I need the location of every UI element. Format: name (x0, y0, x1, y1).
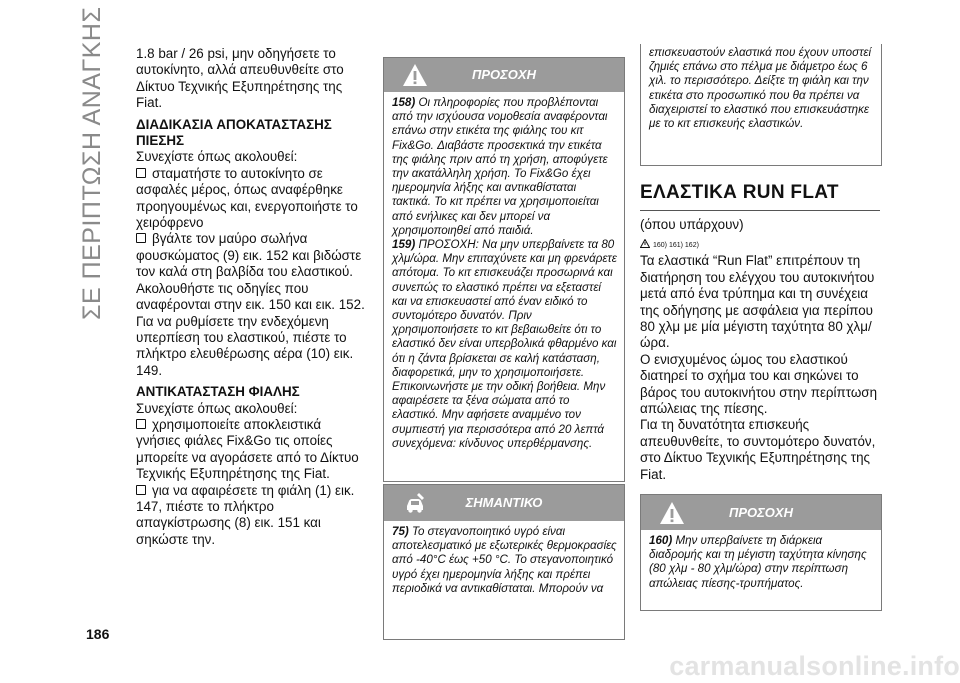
checkbox-bullet-icon (136, 233, 146, 243)
warning-box-header (384, 58, 624, 92)
list-item (136, 417, 368, 483)
note-75 (392, 525, 618, 596)
warning-box-header (641, 495, 881, 530)
section-heading: ΑΝΤΙΚΑΤΑΣΤΑΣΗ ΦΙΑΛΗΣ (136, 384, 300, 400)
note-160 (649, 534, 875, 591)
note-number: 75) (392, 525, 409, 538)
reference-numbers: 160) 161) 162) (653, 242, 699, 250)
note-number: 159) (392, 238, 416, 252)
watermark: carmanualsonline.info (300, 652, 960, 680)
warning-box (383, 57, 625, 482)
warning-box-body (641, 530, 881, 595)
warning-box-title: ΠΡΟΣΟΧΗ (472, 67, 536, 82)
warning-triangle-icon (659, 500, 685, 526)
section-heading: ΔΙΑΔΙΚΑΣΙΑ ΑΠΟΚΑΤΑΣΤΑΣΗΣ ΠΙΕΣΗΣ (136, 116, 332, 149)
car-service-icon (402, 490, 428, 516)
list-item (136, 483, 368, 549)
list-item-text: βγάλτε τον μαύρο σωλήνα φουσκώματος (9) εικ. 152 και βιδώστε τον καλά στη βαλβίδα του ελαστικού. Ακολουθήστε τις οδηγίες που αναφέρονται στην εικ. 150 και εικ. 152. (136, 231, 365, 313)
warning-box-title: ΠΡΟΣΟΧΗ (729, 505, 793, 520)
column-left (136, 46, 368, 548)
warning-box-body (384, 92, 624, 455)
note-text: Οι πληροφορίες που προβλέπονται από την ισχύουσα νομοθεσία αναφέρονται επάνω στην ετικέτα της φιάλης του κιτ Fix&Go. Διαβάστε προσεκτικά την ετικέτα της φιάλης πριν από τη χρήση, αποφύγετε την ακατάλληλη χρήση. Το Fix&Go έχει ημερομηνία λήξης και αντικαθίσταται τακτικά. Το κιτ πρέπει να χρησιμοποιείται από ενήλικες και δεν μπορεί να χρησιμοποιηθεί από παιδιά. (392, 96, 608, 237)
paragraph: Για να ρυθμίσετε την ενδεχόμενη υπερπίεση του ελαστικού, πιέστε το πλήκτρο ελευθέρωσης αέρα (10) εικ. 149. (136, 313, 354, 378)
paragraph: Για τη δυνατότητα επισκευής απευθυνθείτε, το συντομότερο δυνατόν, στο Δίκτυο Τεχνικής Εξυπηρέτησης της Fiat. (640, 417, 876, 482)
checkbox-bullet-icon (136, 419, 146, 429)
list-item (136, 166, 368, 232)
note-text: Το στεγανοποιητικό υγρό είναι αποτελεσματικό με εξωτερικές θερμοκρασίες από -40°C έως +50 °C. Το στεγανοποιητικό υγρό έχει ημερομηνία λήξης και πρέπει περιοδικά να αντικαθίσταται. Μπορούν να (392, 525, 617, 595)
chapter-side-title-text: ΣΕ ΠΕΡΙΠΤΩΣΗ ΑΝΑΓΚΗΣ (78, 6, 106, 320)
important-box-title: ΣΗΜΑΝΤΙΚΟ (465, 495, 543, 510)
section-subtitle: (όπου υπάρχουν) (640, 217, 744, 232)
column-right (640, 182, 880, 483)
checkbox-bullet-icon (136, 485, 146, 495)
note-159 (392, 238, 618, 451)
important-box-body (384, 521, 624, 600)
checkbox-bullet-icon (136, 168, 146, 178)
important-box (383, 484, 625, 640)
list-item-text: σταματήστε το αυτοκίνητο σε ασφαλές μέρος, όπως αναφέρθηκε προηγουμένως και, ενεργοποιήστε το χειρόφρενο (136, 165, 358, 231)
paragraph: Συνεχίστε όπως ακολουθεί: (136, 400, 298, 416)
title-divider (640, 210, 880, 211)
paragraph: Ο ενισχυμένος ώμος του ελαστικού διατηρεί το σχήμα του και σηκώνει το βάρος του αυτοκινήτου στην περίπτωση απώλειας της πίεσης. (640, 351, 878, 417)
note-number: 160) (649, 534, 673, 547)
warning-box (640, 494, 882, 611)
note-text: επισκευαστούν ελαστικά που έχουν υποστεί ζημιές επάνω στο πέλμα με διάμετρο έως 6 χιλ. το περισσότερο. Δείξτε τη φιάλη και την ετικέτα στο προσωπικό που θα πρέπει να διαχειριστεί το ελαστικό που επισκευάστηκε με το κιτ επισκευής ελαστικών. (649, 46, 872, 131)
page-number: 186 (86, 626, 110, 642)
paragraph: Τα ελαστικά “Run Flat” επιτρέπουν τη διατήρηση του ελέγχου του αυτοκινήτου μετά από ένα τρύπημα και τη συνέχεια της οδήγησης με ασφάλεια για περίπου 80 χλμ με μία μέγιστη ταχύτητα 80 χλμ/ώρα. (640, 253, 875, 351)
note-158 (392, 96, 618, 238)
note-number: 158) (392, 96, 416, 109)
important-box-continued (640, 44, 882, 166)
section-title: ΕΛΑΣΤΙΚΑ RUN FLAT (640, 182, 839, 203)
list-item-text: χρησιμοποιείτε αποκλειστικά γνήσιες φιάλες Fix&Go τις οποίες μπορείτε να αγοράσετε από το Δίκτυο Τεχνικής Εξυπηρέτησης της Fiat. (136, 416, 359, 482)
paragraph: Συνεχίστε όπως ακολουθεί: (136, 149, 298, 165)
note-text: ΠΡΟΣΟΧΗ: Να μην υπερβαίνετε τα 80 χλμ/ώρα. Μην επιταχύνετε και μη φρενάρετε απότομα. Το κιτ επισκευάζει προσωρινά και συνεπώς το ελαστικό πρέπει να εξεταστεί και να επισκευαστεί από έναν ειδικό το συντομότερο δυνατόν. Πριν χρησιμοποιήσετε το κιτ βεβαιωθείτε ότι το ελαστικό δεν είναι υπερβολικά φθαρμένο και ότι η ζάντα βρίσκεται σε καλή κατάσταση, διαφορετικά, μην το χρησιμοποιήσετε. Επικοινωνήστε με την οδική βοήθεια. Μην αφαιρέσετε τα ξένα σώματα από το ελαστικό. Μην αφήσετε αναμμένο τον συμπιεστή για περισσότερα από 20 λεπτά συνεχόμενα: κίνδυνος υπερθέρμανσης. (392, 238, 617, 450)
important-box-header (384, 485, 624, 521)
note-text: Μην υπερβαίνετε τη διάρκεια διαδρομής και τη μέγιστη ταχύτητα κίνησης (80 χλμ - 80 χλμ/ώρα) στην περίπτωση απώλειας πίεσης-τρυπήματος. (649, 534, 867, 590)
warning-triangle-icon (402, 62, 428, 88)
paragraph: 1.8 bar / 26 psi, μην οδηγήσετε το αυτοκίνητο, αλλά απευθυνθείτε στο Δίκτυο Τεχνικής Εξυπηρέτησης της Fiat. (136, 46, 344, 111)
list-item (136, 231, 368, 313)
list-item-text: για να αφαιρέσετε τη φιάλη (1) εικ. 147, πιέστε το πλήκτρο απαγκίστρωσης (8) εικ. 151 και σηκώστε την. (136, 482, 355, 547)
warning-references (640, 239, 880, 251)
warning-triangle-icon (640, 239, 650, 248)
important-box-continued-body (641, 44, 881, 135)
chapter-side-title (78, 6, 108, 320)
